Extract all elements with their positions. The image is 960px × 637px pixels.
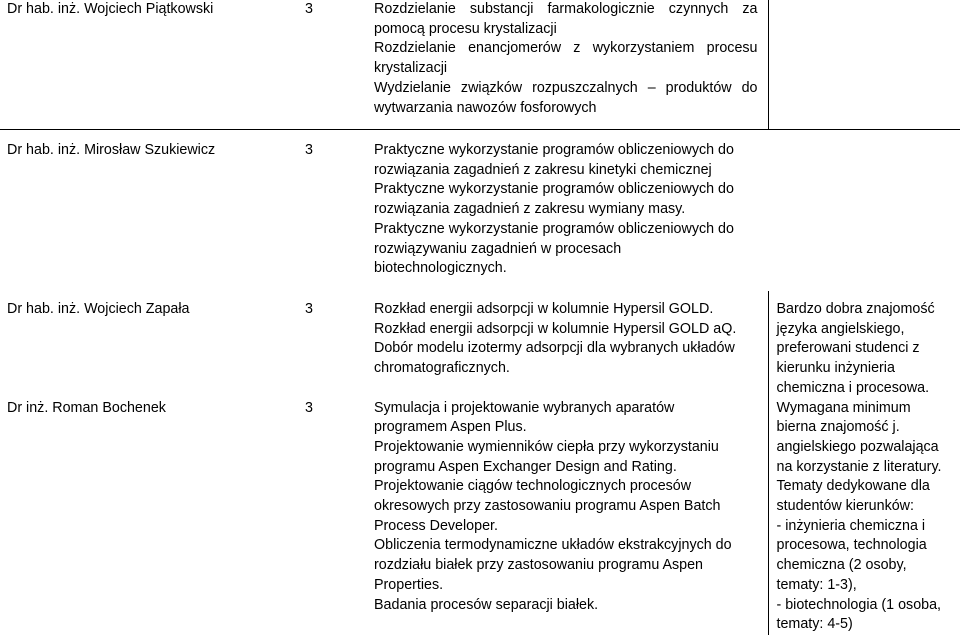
topics-cell <box>365 130 768 292</box>
topic-line: rozwiązania zagadnień z zakresu wymiany masy. <box>374 201 686 218</box>
notes-cell <box>768 399 960 635</box>
topic-line: Symulacja i projektowanie wybranych aparatów <box>374 399 675 416</box>
places-count: 3 <box>305 1 313 17</box>
topic-line: rozdziału białek przy zastosowaniu programu Aspen <box>374 557 704 574</box>
topic-line: Praktyczne wykorzystanie programów obliczeniowych do <box>374 181 734 198</box>
topic-line: Rozdzielanie substancji farmakologicznie czynnych za <box>374 1 758 17</box>
topic-line: Projektowanie wymienników ciepła przy wykorzystaniu <box>374 438 719 455</box>
topic-line: Projektowanie ciągów technologicznych procesów <box>374 478 692 495</box>
topic-line: Properties. <box>374 576 444 593</box>
note-line: języka angielskiego, <box>776 320 905 337</box>
topic-line: krystalizacji <box>374 60 448 77</box>
topic-line: programu Aspen Exchanger Design and Rating. <box>374 458 677 475</box>
topic-line: Rozdzielanie enancjomerów z wykorzystaniem procesu <box>374 40 758 57</box>
topics-cell <box>365 399 768 635</box>
note-line: kierunku inżynieria <box>776 360 895 377</box>
notes-cell <box>768 0 960 130</box>
topic-line: programem Aspen Plus. <box>374 419 527 436</box>
note-line: Tematy dedykowane dla <box>776 478 930 495</box>
places-count: 3 <box>305 142 313 158</box>
note-line: chemiczna i procesowa. <box>776 379 930 396</box>
note-line: chemiczna (2 osoby, <box>776 557 907 574</box>
note-line: - biotechnologia (1 osoba, <box>776 596 942 613</box>
note-line: studentów kierunków: <box>776 498 914 515</box>
topic-line: Badania procesów separacji białek. <box>374 596 599 613</box>
note-line: Bardzo dobra znajomość <box>776 301 935 317</box>
topic-line: Praktyczne wykorzystanie programów obliczeniowych do <box>374 142 734 158</box>
supervisor-name: Dr hab. inż. Wojciech Zapała <box>7 301 190 317</box>
places-count: 3 <box>305 301 313 317</box>
note-line: Wymagana minimum <box>776 399 911 416</box>
topic-line: Rozkład energii adsorpcji w kolumnie Hypersil GOLD. <box>374 301 714 317</box>
topic-line: chromatograficznych. <box>374 360 510 377</box>
notes-cell <box>768 291 960 399</box>
note-line: tematy: 4-5) <box>776 616 853 633</box>
note-line: preferowani studenci z <box>776 340 920 357</box>
topic-line: Dobór modelu izotermy adsorpcji dla wybranych układów <box>374 340 735 357</box>
places-count: 3 <box>305 399 313 416</box>
topic-line: rozwiązania zagadnień z zakresu kinetyki chemicznej <box>374 161 712 178</box>
table-row <box>0 130 960 292</box>
note-line: - inżynieria chemiczna i <box>776 517 926 534</box>
note-line: tematy: 1-3), <box>776 576 857 593</box>
supervisor-name: Dr hab. inż. Wojciech Piątkowski <box>7 1 214 17</box>
topic-line: Wydzielanie związków rozpuszczalnych – produktów do <box>374 79 758 96</box>
notes-cell <box>768 130 960 292</box>
topics-cell <box>365 291 768 399</box>
topic-line: rozwiązywaniu zagadnień w procesach <box>374 240 622 257</box>
topic-line: pomocą procesu krystalizacji <box>374 20 557 37</box>
topic-line: biotechnologicznych. <box>374 260 507 277</box>
table-row <box>0 399 960 635</box>
table-row <box>0 291 960 399</box>
topic-line: Obliczenia termodynamiczne układów ekstrakcyjnych do <box>374 537 732 554</box>
supervisor-name: Dr inż. Roman Bochenek <box>7 399 166 416</box>
note-line: procesowa, technologia <box>776 537 927 554</box>
supervisor-name: Dr hab. inż. Mirosław Szukiewicz <box>7 142 216 158</box>
topic-line: wytwarzania nawozów fosforowych <box>374 99 597 116</box>
topic-line: Praktyczne wykorzystanie programów obliczeniowych do <box>374 220 734 237</box>
topic-line: Process Developer. <box>374 517 498 534</box>
topic-line: okresowych przy zastosowaniu programu Aspen Batch <box>374 498 721 515</box>
topics-cell <box>365 0 768 130</box>
note-line: bierna znajomość j. <box>776 419 900 436</box>
note-line: na korzystanie z literatury. <box>776 458 942 475</box>
table-row <box>0 0 960 130</box>
note-line: angielskiego pozwalająca <box>776 438 939 455</box>
topic-line: Rozkład energii adsorpcji w kolumnie Hypersil GOLD aQ. <box>374 320 737 337</box>
